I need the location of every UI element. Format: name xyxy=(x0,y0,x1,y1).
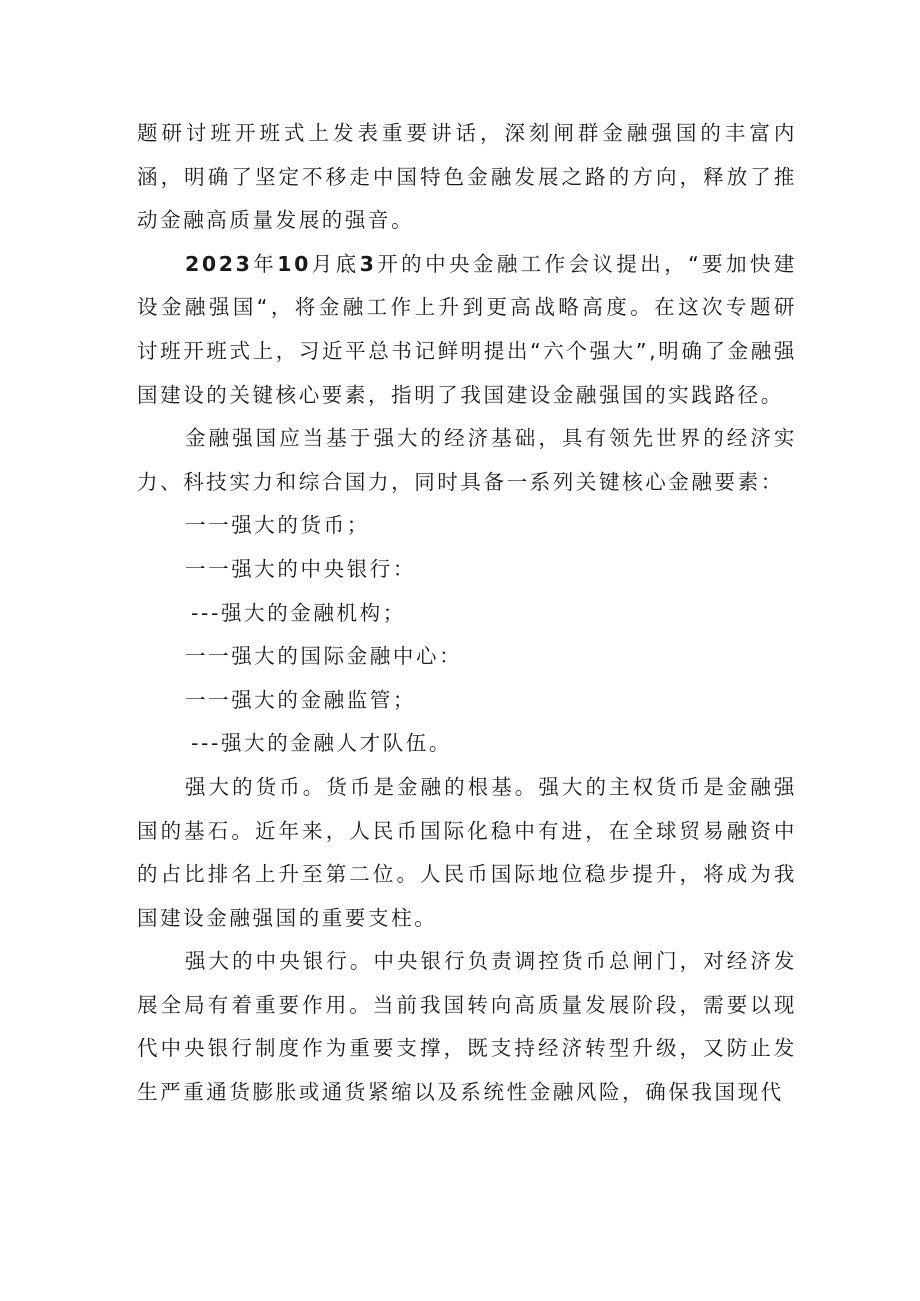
year-number: 2023 xyxy=(185,251,253,276)
paragraph-4: 强大的货币。货币是金融的根基。强大的主权货币是金融强国的基石。近年来，人民币国际化稳中有进，在全球贸易融资中的占比排名上升至第二位。人民币国际地位稳步提升，将成为我国建设金融强国的重要支柱。 xyxy=(137,774,797,930)
month-number: 10 xyxy=(277,251,311,276)
paragraph-1-text: 题研讨班开班式上发表重要讲话，深刻闸群金融强国的丰富内涵，明确了坚定不移走中国特色金融发展之路的方向，释放了推动金融高质量发展的强音。 xyxy=(137,121,797,233)
list-item-regulation: 一一强大的金融监管； xyxy=(185,687,416,712)
list-item-currency: 一一强大的货币； xyxy=(185,513,370,538)
list-item-institutions: ---强大的金融机构； xyxy=(191,600,406,625)
paragraph-3 xyxy=(137,417,797,504)
paragraph-2-run-4: 月底 xyxy=(310,251,360,276)
paragraph-5: 强大的中央银行。中央银行负责调控货币总闸门，对经济发展全局有着重要作用。当前我国转向高质量发展阶段，需要以现代中央银行制度作为重要支撑，既支持经济转型升级，又防止发生严重通货膨胀或通货紧缩以及系统性金融风险，确保我国现代 xyxy=(137,949,797,1105)
day-number: 3 xyxy=(359,251,377,276)
document-body xyxy=(137,112,797,1115)
paragraph-3-text: 金融强国应当基于强大的经济基础，具有领先世界的经济实力、科技实力和综合国力，同时具备一系列关键核心金融要素： xyxy=(137,426,797,494)
list-item-central-bank: 一一强大的中央银行： xyxy=(185,556,416,581)
paragraph-1 xyxy=(137,112,797,243)
list-item-financial-center: 一一强大的国际金融中心： xyxy=(185,644,463,669)
paragraph-2-run-2: 年 xyxy=(252,251,278,276)
paragraph-2 xyxy=(137,243,797,417)
paragraph-2-run-6: 开的中央金融工作会议提出，“要加快建设金融强国“，将金融工作上升到更高战略高度。在这次专题研讨班开班式上，习近平总书记鲜明提出“六个强大”,明确了金融强国建设的关键核心要素，指明了我国建设金融强国的实践路径。 xyxy=(137,251,797,407)
list-item-talent: ---强大的金融人才队伍。 xyxy=(191,731,452,756)
